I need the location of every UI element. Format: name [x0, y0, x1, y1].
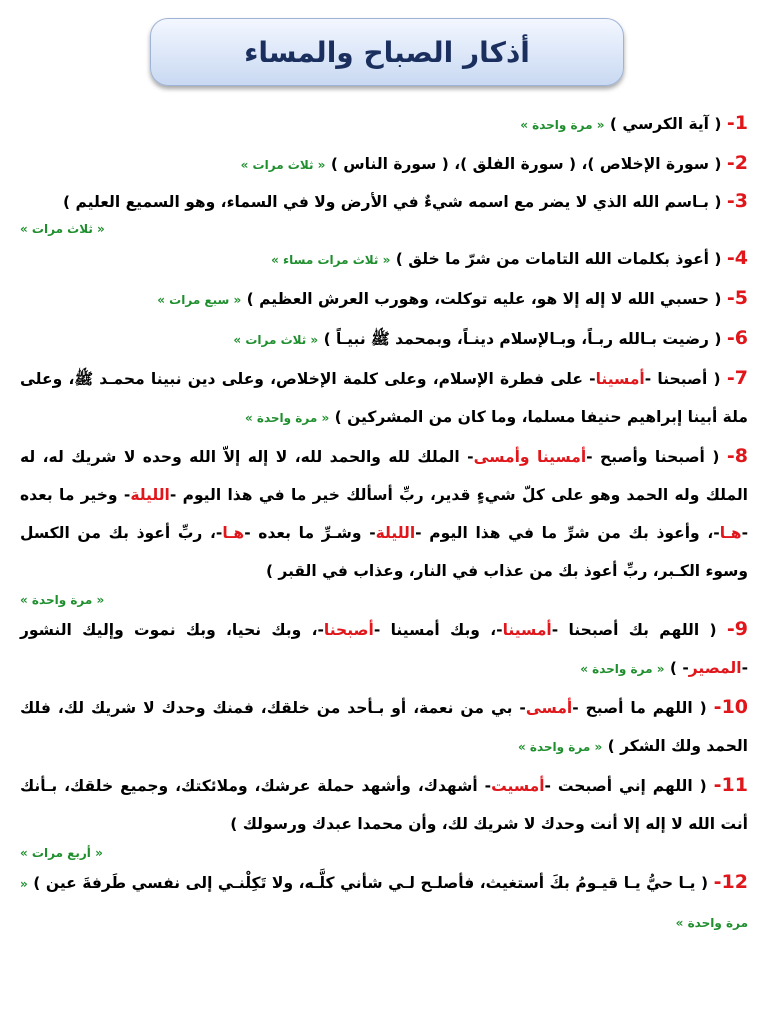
dhikr-text: ( آية الكرسي ) [609, 115, 722, 133]
item-number: 1- [726, 112, 748, 134]
item-number: 3- [726, 190, 748, 212]
repeat-count: « سبع مرات » [157, 293, 242, 307]
dhikr-text: -، وبك نحيا، وبك نموت وإليك النشور - [20, 621, 748, 677]
evening-variant: هـا [719, 524, 742, 542]
dhikr-item-8 [20, 437, 748, 590]
repeat-count: « مرة واحدة » [20, 877, 748, 930]
item-number: 10- [713, 696, 749, 718]
dhikr-item-1 [20, 104, 748, 144]
evening-variant: أمسينا [595, 370, 645, 388]
dhikr-text: -، وبك أمسينا - [373, 621, 503, 639]
item-number: 6- [726, 327, 748, 349]
item-number: 12- [713, 871, 748, 893]
dhikr-text: ( اللهم ما أصبح - [572, 699, 707, 717]
item-number: 9- [726, 618, 748, 640]
dhikr-item-10 [20, 688, 748, 766]
evening-variant: أمسينا [502, 621, 552, 639]
dhikr-text: ( أصبحنا وأصبح - [586, 448, 720, 466]
dhikr-text: ( حسبي الله لا إله إلا هو، عليه توكلت، وهورب العرش العظيم ) [246, 290, 722, 308]
evening-variant: أصبحنا [323, 621, 374, 639]
dhikr-text: - على فطرة الإسلام، وعلى كلمة الإخلاص، وعلى دين نبينا محمـد ﷺ، وعلى ملة أبينا إبراهيم حنيفا مسلما، وما كان من المشركين ) [20, 370, 748, 426]
page-title: أذكار الصباح والمساء [244, 35, 530, 69]
evening-variant: المصير [688, 659, 742, 677]
repeat-count: « أربع مرات » [20, 846, 103, 860]
dhikr-text: - الملك لله والحمد لله، لا إله إلاّ الله وحده لا شريك له، له الملك وله الحمد وهو على كلّ شيءٍ قدير، ربِّ أسألك خير ما في هذا اليوم - [20, 448, 748, 504]
dhikr-item-4 [20, 239, 748, 279]
repeat-count: « مرة واحدة » [244, 411, 330, 425]
dhikr-text: ( اللهم بك أصبحنا - [551, 621, 717, 639]
evening-variant: هـا [222, 524, 245, 542]
repeat-count: « ثلاث مرات مساء » [271, 253, 391, 267]
repeat-count: « مرة واحدة » [20, 593, 105, 607]
dhikr-text: ( أصبحنا - [644, 370, 721, 388]
dhikr-item-2 [20, 144, 748, 184]
adhkar-list [20, 104, 748, 942]
dhikr-text: - وشـرِّ ما بعده - [244, 524, 376, 542]
item-number: 11- [713, 774, 748, 796]
repeat-count: « مرة واحدة » [517, 740, 603, 754]
repeat-count: « ثلاث مرات » [233, 333, 319, 347]
repeat-count: « ثلاث مرات » [240, 158, 326, 172]
evening-variant: أمسى [525, 699, 573, 717]
dhikr-text: ( بـاسم الله الذي لا يضر مع اسمه شيءٌ في الأرض ولا في السماء، وهو السميع العليم ) [63, 193, 722, 211]
dhikr-item-6 [20, 319, 748, 359]
dhikr-text: - بي من نعمة، أو بـأحد من خلقك، فمنك وحدك لا شريك لك، فلك الحمد ولك الشكر ) [20, 699, 748, 755]
dhikr-item-7 [20, 359, 748, 437]
dhikr-item-3 [20, 184, 748, 219]
repeat-count: « مرة واحدة » [580, 662, 665, 676]
dhikr-text: ( يـا حيُّ يـا قيـومُ بكَ أستغيث، فأصلـح لـي شأني كلَّـه، ولا تَكِلْنـي إلى نفسي طَرفةَ عين ) [33, 874, 709, 892]
item-number: 2- [726, 152, 748, 174]
evening-variant: الليلة [130, 486, 170, 504]
dhikr-item-5 [20, 279, 748, 319]
item-number: 5- [726, 287, 748, 309]
title-banner [150, 18, 624, 86]
dhikr-text: ( اللهم إني أصبحت - [544, 777, 707, 795]
dhikr-item-9 [20, 610, 748, 688]
dhikr-text: ( سورة الإخلاص )، ( سورة الفلق )، ( سورة الناس ) [330, 155, 722, 173]
repeat-count: « ثلاث مرات » [20, 222, 105, 236]
dhikr-text: - وخير ما بعده - [20, 486, 748, 542]
evening-variant: الليلة [375, 524, 416, 542]
dhikr-item-12 [20, 863, 748, 942]
dhikr-text: -، وأعوذ بك من شرِّ ما في هذا اليوم - [415, 524, 720, 542]
dhikr-text: ( أعوذ بكلمات الله التامات من شرّ ما خلق ) [395, 250, 722, 268]
item-number: 4- [726, 247, 748, 269]
dhikr-text: - ) [669, 659, 689, 677]
evening-variant: أمسينا وأمسى [473, 448, 587, 466]
evening-variant: أمسيت [491, 777, 545, 795]
dhikr-text: ( رضيت بـالله ربـاً، وبـالإسلام دينـاً، وبمحمد ﷺ نبيـاً ) [323, 330, 722, 348]
dhikr-text: - أشهدك، وأشهد حملة عرشك، وملائكتك، وجميع خلقك، بـأنك أنت الله لا إله إلا أنت وحدك لا شريك لك، وأن محمدا عبدك ورسولك ) [20, 777, 748, 833]
item-number: 8- [726, 445, 748, 467]
repeat-count: « مرة واحدة » [520, 118, 605, 132]
dhikr-text: -، ربِّ أعوذ بك من الكسل وسوء الكـبر، ربِّ أعوذ بك من عذاب في النار، وعذاب في القبر ) [20, 524, 748, 580]
item-number: 7- [726, 367, 749, 389]
dhikr-item-11 [20, 766, 748, 843]
